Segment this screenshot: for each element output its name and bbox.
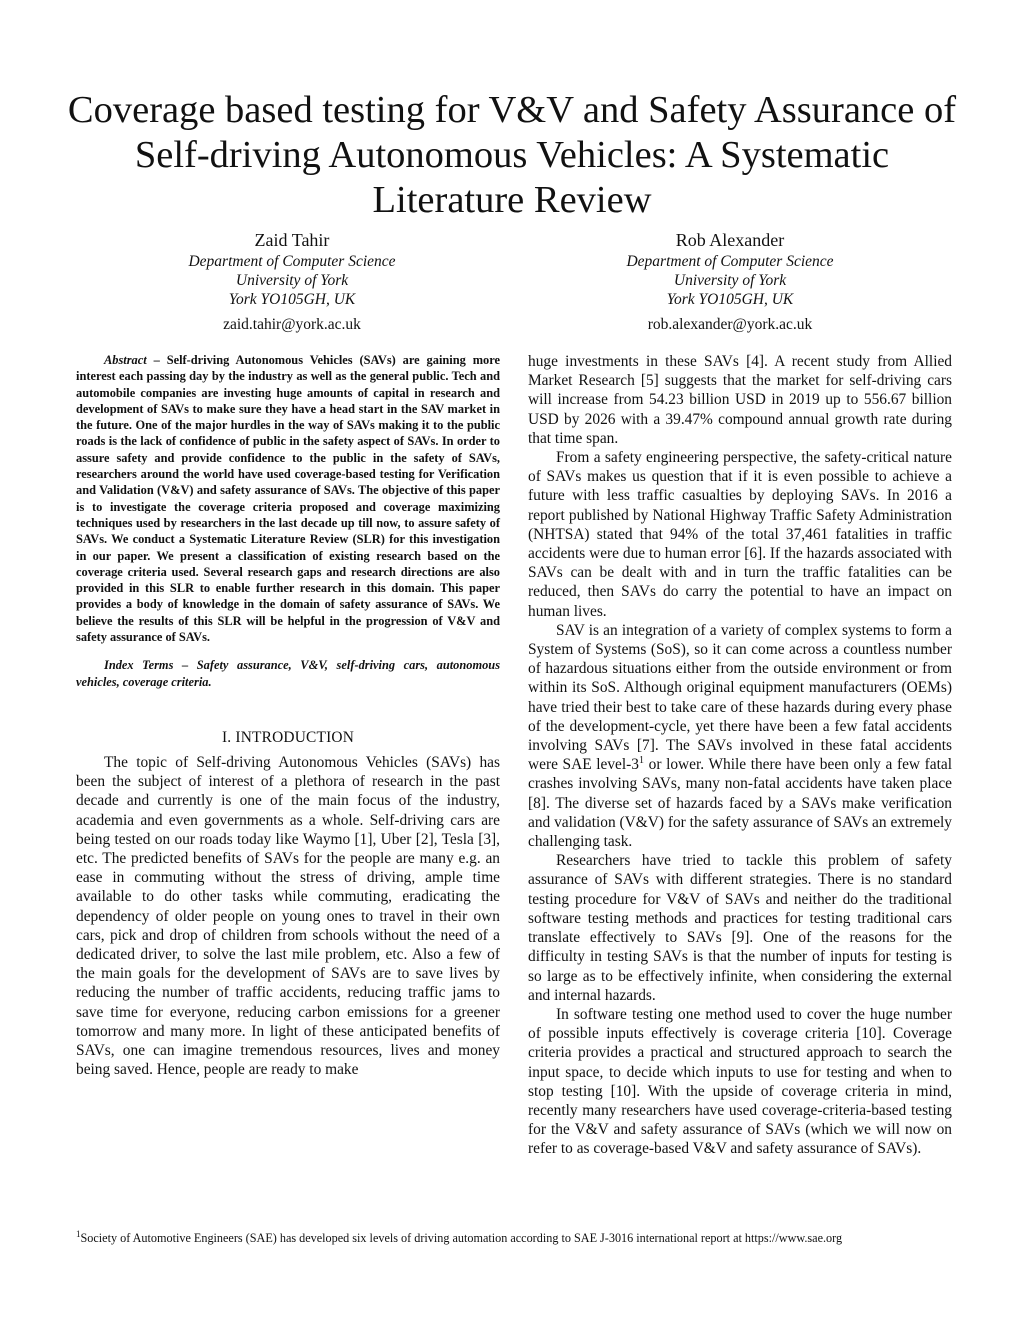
footnote-marker: 1	[76, 1228, 81, 1239]
index-terms-label: Index Terms	[104, 658, 174, 673]
title-line-1: Coverage based testing for V&V and Safety Assurance of	[67, 89, 957, 131]
abstract	[76, 352, 500, 645]
title-line-2: Self-driving Autonomous Vehicles: A Systematic	[134, 134, 890, 176]
author-affiliation	[550, 252, 910, 309]
intro-paragraph-2: From a safety engineering perspective, the safety-critical nature of SAVs makes us question that if it is even possible to achieve a future with less traffic casualties by deploying SAVs. In 2016 a report published by National Highway Traffic Safety Administration (NHTSA) stated that 94% of the total 37,461 fatalities in traffic accidents were due to human error [6]. If the hazards associated with SAVs can be dealt with and in turn the traffic fatalities can be reduced, then SAVs do carry the potential to have an impact on human lives.	[528, 449, 952, 620]
paragraph-text: or lower. While there have been only a few fatal crashes involving SAVs, many non-fatal accidents have taken place [8]. The diverse set of hazards faced by a SAVs make verification and validation (V&V) for the safety assurance of SAVs an extremely challenging task.	[528, 756, 952, 851]
intro-paragraph-4: Researchers have tried to tackle this problem of safety assurance of SAVs with different strategies. There is no standard testing procedure for V&V of SAVs and neither do the traditional software testing methods and practices for testing traditional cars translate effectively to SAVs [9]. One of the reasons for the difficulty in testing SAVs is that the number of inputs for testing is so large as to be effectively infinite, when considering the external and internal hazards.	[528, 852, 952, 1004]
author-name: Zaid Tahir	[254, 230, 330, 250]
intro-paragraph-1: The topic of Self-driving Autonomous Vehicles (SAVs) has been the subject of interest of a plethora of research in the past decade and currently is one of the main focus of the industry, academia and even governments as a whole. Self-driving cars are being tested on our roads today like Waymo [1], Uber [2], Tesla [3], etc. The predicted benefits of SAVs for the people are many e.g. an ease in commuting without the stress of driving, ample time available to do other tasks while commuting, eradicating the dependency of older people on young ones to travel in their own cars, pick and drop of children from schools without the need of a dedicated driver, to solve the last mile problem, etc. Also a few of the main goals for the development of SAVs are to save lives by reducing the number of traffic accidents, reducing traffic jams to save time for everyone, reducing carbon emissions for a greener tomorrow and many more. In light of these anticipated benefits of SAVs, one can imagine tremendous resources, lives and money being saved. Hence, people are ready to make	[76, 753, 500, 1079]
left-column	[76, 352, 500, 1079]
author-department: Department of Computer Science	[626, 253, 834, 270]
footnote-text: Society of Automotive Engineers (SAE) has developed six levels of driving automation according to SAE J-3016 international report at https://www.sae.org	[80, 1231, 843, 1245]
author-name: Rob Alexander	[675, 230, 785, 250]
abstract-label: Abstract	[104, 353, 147, 367]
author-address: York YO105GH, UK	[228, 291, 356, 308]
intro-paragraph-3	[528, 621, 952, 851]
footnote	[76, 1230, 956, 1246]
author-address: York YO105GH, UK	[666, 291, 794, 308]
footnote-ref[interactable]: 1	[638, 755, 644, 767]
index-terms-text: Safety assurance, V&V, self-driving cars, autonomous vehicles, coverage criteria.	[76, 658, 501, 689]
index-terms	[76, 657, 500, 690]
intro-paragraph-1-continued: huge investments in these SAVs [4]. A recent study from Allied Market Research [5] suggests that the market for self-driving cars will increase from 54.23 billion USD in 2019 up to 556.67 billion USD by 2026 with a 39.47% compound annual growth rate during that time span.	[528, 353, 952, 447]
abstract-dash: –	[146, 353, 167, 367]
author-block-1	[112, 228, 472, 336]
author-affiliation	[112, 252, 472, 309]
right-column	[528, 352, 952, 1159]
author-email: zaid.tahir@york.ac.uk	[223, 316, 361, 333]
section-heading: I. INTRODUCTION	[221, 728, 355, 746]
author-email: rob.alexander@york.ac.uk	[647, 316, 813, 333]
index-terms-dash: –	[173, 658, 197, 673]
author-block-2	[550, 228, 910, 336]
abstract-text: Self-driving Autonomous Vehicles (SAVs) are gaining more interest each passing day by the industry as well as the general public. Tech and automobile companies are investing huge amounts of capital in research and development of SAVs to make sure they have a head start in the SAV market in the future. One of the major hurdles in the way of SAVs making it to the public roads is the lack of confidence of public in the safety aspect of SAVs. In order to assure safety and provide confidence to the public in the safety of SAVs, researchers around the world have used coverage-based testing for Verification and Validation (V&V) and safety assurance of SAVs. The objective of this paper is to investigate the coverage criteria proposed and coverage maximizing techniques used by researchers in the last decade up till now, to assure safety of SAVs. We conduct a Systematic Literature Review (SLR) for this investigation in our paper. We present a classification of existing research based on the coverage criteria used. Several research gaps and research directions are also provided in this SLR to enable further research in this domain. This paper provides a body of knowledge in the domain of safety assurance of SAVs. We believe the results of this SLR will be helpful in the progression of V&V and safety assurance of SAVs.	[76, 353, 500, 645]
author-university: University of York	[235, 272, 349, 289]
title-line-3: Literature Review	[372, 179, 652, 221]
paragraph-text: SAV is an integration of a variety of complex systems to form a System of Systems (SoS), so it can come across a countless number of hazardous situations either from the outside environment or from within its SoS. Although original equipment manufacturers (OEMs) have tried their best to take care of these hazards during every phase of the development-cycle, yet there have been a few fatal accidents involving SAVs [7]. The SAVs involved in these fatal accidents were SAE level-3	[528, 621, 952, 774]
paper-title	[60, 88, 964, 223]
intro-paragraph-5: In software testing one method used to cover the huge number of possible inputs effectively is coverage criteria [10]. Coverage criteria provides a practical and structured approach to search the input space, to decide which inputs to use for testing and when to stop testing [10]. With the upside of coverage criteria in mind, recently many researchers have used coverage-criteria-based testing for the V&V and safety assurance of SAVs (which we will now on refer to as coverage-based V&V and safety assurance of SAVs).	[528, 1005, 952, 1158]
author-university: University of York	[673, 272, 787, 289]
author-department: Department of Computer Science	[188, 253, 396, 270]
